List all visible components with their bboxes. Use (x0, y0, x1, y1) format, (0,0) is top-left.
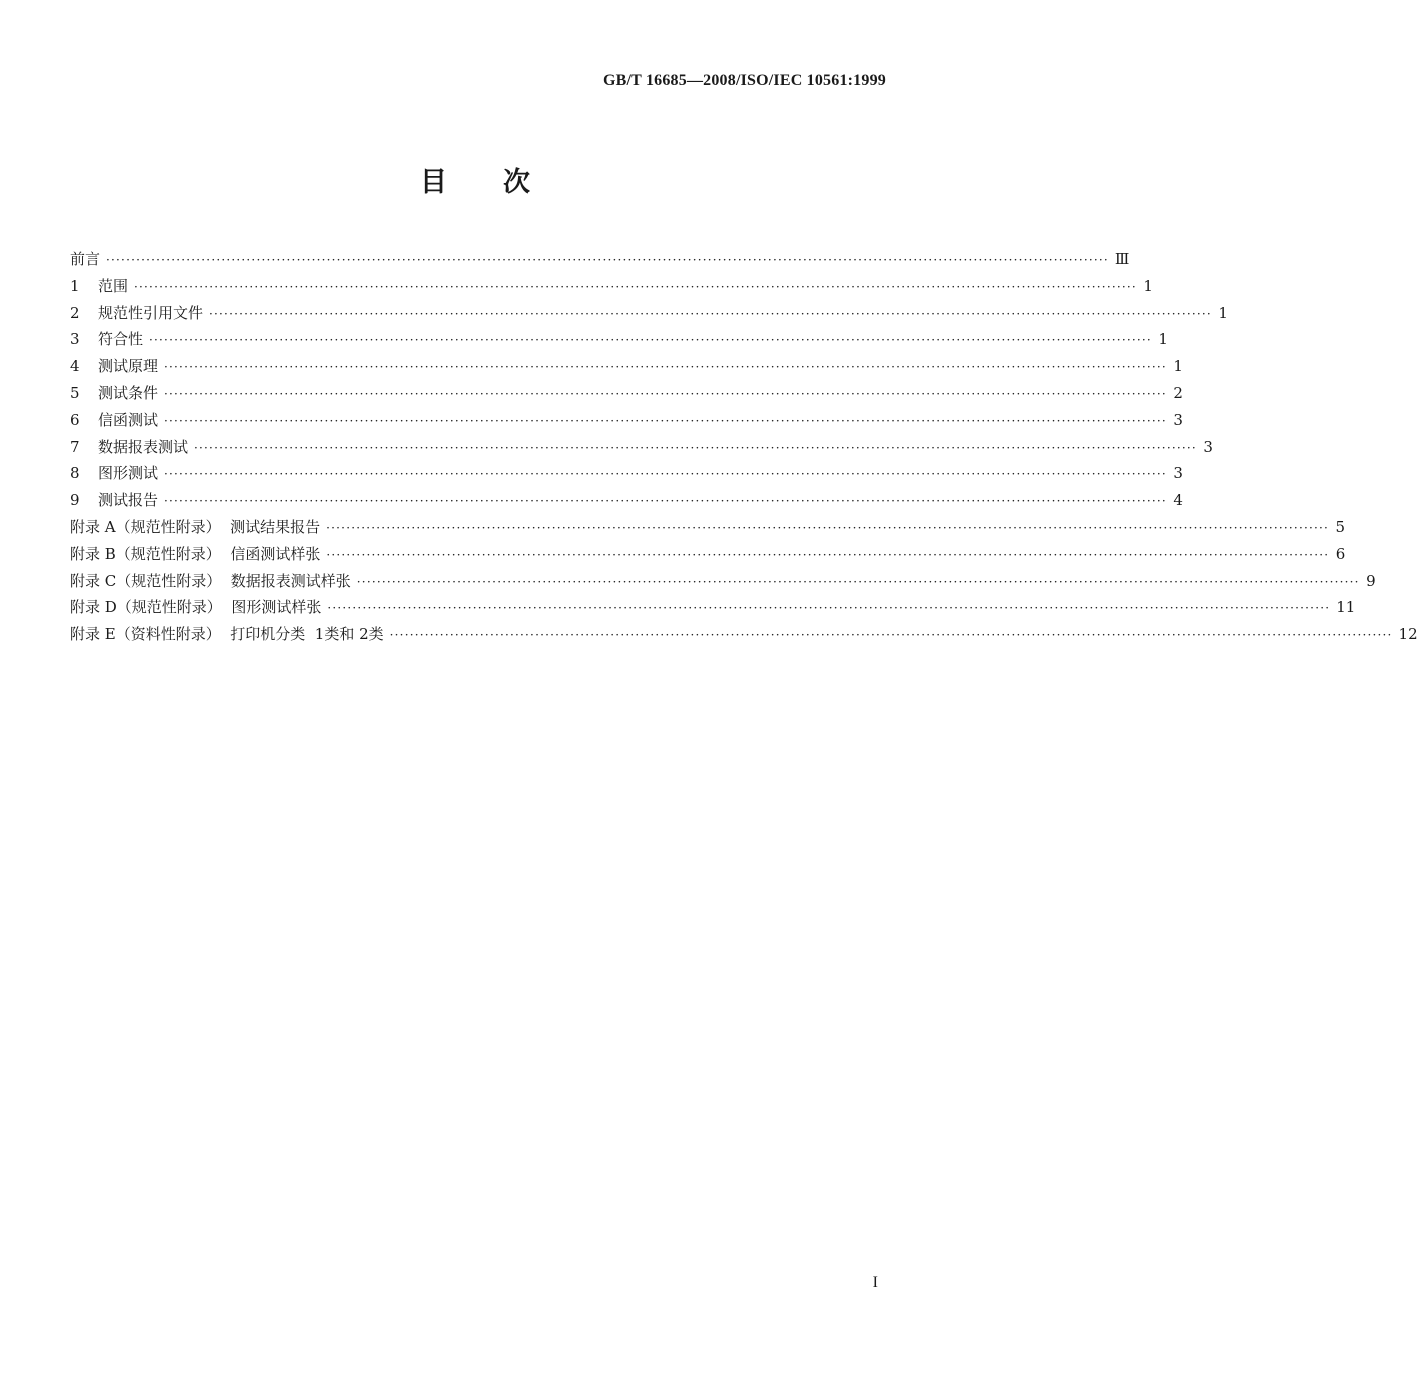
table-of-contents (70, 246, 1418, 648)
toc-entry-page: 11 (1336, 598, 1356, 617)
toc-leader-dots: ········································································································································································································ (164, 413, 1167, 428)
toc-entry-page: Ⅲ (1114, 250, 1130, 268)
toc-entry-label (70, 326, 143, 353)
toc-entry-title: 测试报告 (98, 491, 159, 510)
toc-entry-page: 12 (1398, 625, 1418, 644)
toc-entry-title: 附录 C（规范性附录） 数据报表测试样张 (70, 571, 351, 590)
toc-entry-label (70, 353, 158, 380)
toc-entry-title: 图形测试 (98, 464, 159, 483)
toc-leader-dots: ········································································································································································································ (134, 279, 1137, 294)
toc-entry-page: 3 (1173, 464, 1183, 483)
toc-entry-label (70, 273, 128, 300)
toc-entry-number: 6 (70, 410, 80, 429)
toc-entry[interactable] (70, 434, 1213, 461)
toc-entry[interactable] (70, 487, 1183, 514)
toc-entry-number: 5 (70, 383, 80, 402)
toc-entry[interactable] (70, 273, 1153, 300)
toc-leader-dots: ········································································································································································································ (209, 306, 1212, 321)
toc-entry-number: 3 (70, 330, 80, 349)
toc-entry-title: 前言 (70, 250, 101, 268)
toc-entry-label (70, 568, 351, 595)
toc-entry[interactable] (70, 326, 1168, 353)
toc-leader-dots: ········································································································································································································ (106, 253, 1109, 267)
toc-leader-dots: ········································································································································································································ (326, 520, 1330, 535)
toc-entry-label (70, 621, 384, 648)
toc-entry[interactable] (70, 380, 1183, 407)
toc-entry-title: 符合性 (98, 330, 144, 349)
toc-entry-label (70, 541, 320, 568)
toc-entry-label (70, 487, 158, 514)
toc-entry-page: 4 (1173, 491, 1183, 510)
toc-leader-dots: ········································································································································································································ (194, 440, 1197, 455)
toc-entry-number: 8 (70, 464, 80, 483)
toc-entry-label (70, 407, 158, 434)
toc-entry-number: 9 (70, 491, 80, 510)
toc-entry-title: 规范性引用文件 (98, 303, 204, 322)
standard-code-header: GB/T 16685—2008/ISO/IEC 10561:1999 (603, 72, 886, 89)
toc-entry-label (70, 300, 203, 327)
toc-entry-page: 3 (1173, 410, 1183, 429)
toc-entry[interactable] (70, 300, 1228, 327)
toc-entry[interactable] (70, 568, 1376, 595)
page-number: I (872, 1274, 878, 1291)
toc-entry-title: 数据报表测试 (98, 437, 189, 456)
toc-entry-title: 范围 (98, 276, 129, 295)
toc-leader-dots: ········································································································································································································ (149, 333, 1152, 348)
toc-leader-dots: ········································································································································································································ (164, 360, 1167, 375)
toc-entry-label (70, 380, 158, 407)
toc-entry[interactable] (70, 621, 1418, 648)
toc-entry-title: 附录 A（规范性附录） 测试结果报告 (70, 517, 321, 536)
toc-entry-page: 1 (1173, 357, 1183, 376)
toc-entry-number: 2 (70, 303, 80, 322)
toc-entry-page: 1 (1158, 330, 1168, 349)
toc-leader-dots: ········································································································································································································ (164, 467, 1167, 482)
toc-entry[interactable] (70, 246, 1130, 273)
toc-entry-title: 测试条件 (98, 383, 159, 402)
toc-leader-dots: ········································································································································································································ (389, 628, 1393, 643)
toc-leader-dots: ········································································································································································································ (164, 494, 1167, 509)
toc-entry-page: 1 (1218, 303, 1228, 322)
toc-entry-page: 3 (1203, 437, 1213, 456)
toc-entry-title: 附录 E（资料性附录） 打印机分类 1类和 2类 (70, 625, 384, 644)
toc-entry[interactable] (70, 353, 1183, 380)
toc-entry-page: 6 (1335, 544, 1346, 563)
toc-leader-dots: ········································································································································································································ (327, 601, 1331, 616)
toc-entry-label (70, 514, 320, 541)
toc-entry-title: 信函测试 (98, 410, 159, 429)
toc-entry-label (70, 594, 321, 621)
toc-entry-page: 9 (1366, 571, 1376, 590)
toc-entry[interactable] (70, 514, 1346, 541)
toc-entry-label (70, 246, 100, 273)
toc-leader-dots: ········································································································································································································ (326, 547, 1330, 562)
toc-entry[interactable] (70, 541, 1346, 568)
toc-entry[interactable] (70, 594, 1356, 621)
toc-entry-title: 附录 D（规范性附录） 图形测试样张 (70, 598, 322, 617)
toc-entry-title: 附录 B（规范性附录） 信函测试样张 (70, 544, 321, 563)
page-title: 目次 (420, 167, 586, 198)
toc-entry[interactable] (70, 460, 1183, 487)
toc-entry-number: 7 (70, 437, 80, 456)
toc-leader-dots: ········································································································································································································ (356, 574, 1360, 589)
toc-entry-label (70, 434, 188, 461)
toc-entry-number: 1 (70, 276, 80, 295)
toc-entry[interactable] (70, 407, 1183, 434)
toc-leader-dots: ········································································································································································································ (164, 386, 1167, 401)
toc-entry-number: 4 (70, 357, 80, 376)
toc-entry-page: 5 (1335, 517, 1346, 536)
toc-entry-title: 测试原理 (98, 357, 159, 376)
toc-entry-page: 1 (1143, 276, 1153, 295)
toc-entry-label (70, 460, 158, 487)
toc-entry-page: 2 (1173, 383, 1183, 402)
